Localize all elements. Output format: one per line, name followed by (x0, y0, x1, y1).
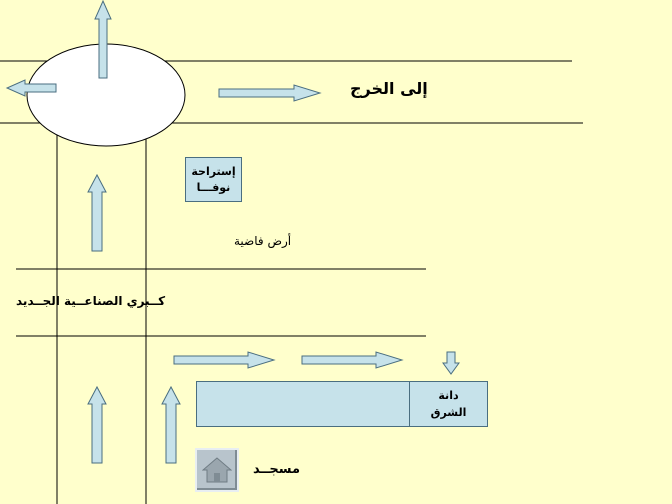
home-icon (202, 456, 232, 484)
rest-area-label-line2: نوفـــا (196, 180, 231, 194)
exit-label: إلى الخرج (350, 79, 428, 98)
dana-building-box (196, 381, 488, 427)
rest-area-box (185, 157, 242, 202)
home-button[interactable] (195, 448, 239, 492)
dana-label-line1: دانة (438, 389, 459, 402)
mosque-label: مسجــد (253, 462, 301, 477)
dana-label (410, 382, 487, 426)
arrow-right-exit (219, 85, 320, 101)
arrow-right-lower-2 (302, 352, 402, 368)
arrow-up-bottom-right (162, 387, 180, 463)
bridge-label: كــبري الصناعــية الجــديد (16, 294, 166, 308)
rest-area-label-line1: إستراحة (191, 164, 236, 178)
arrow-right-lower-1 (174, 352, 274, 368)
arrow-down-small (443, 352, 459, 374)
empty-land-label: أرض فاضية (234, 234, 292, 248)
arrow-up-bottom-left (88, 387, 106, 463)
dana-label-line2: الشرق (430, 406, 467, 419)
arrow-up-middle (88, 175, 106, 251)
